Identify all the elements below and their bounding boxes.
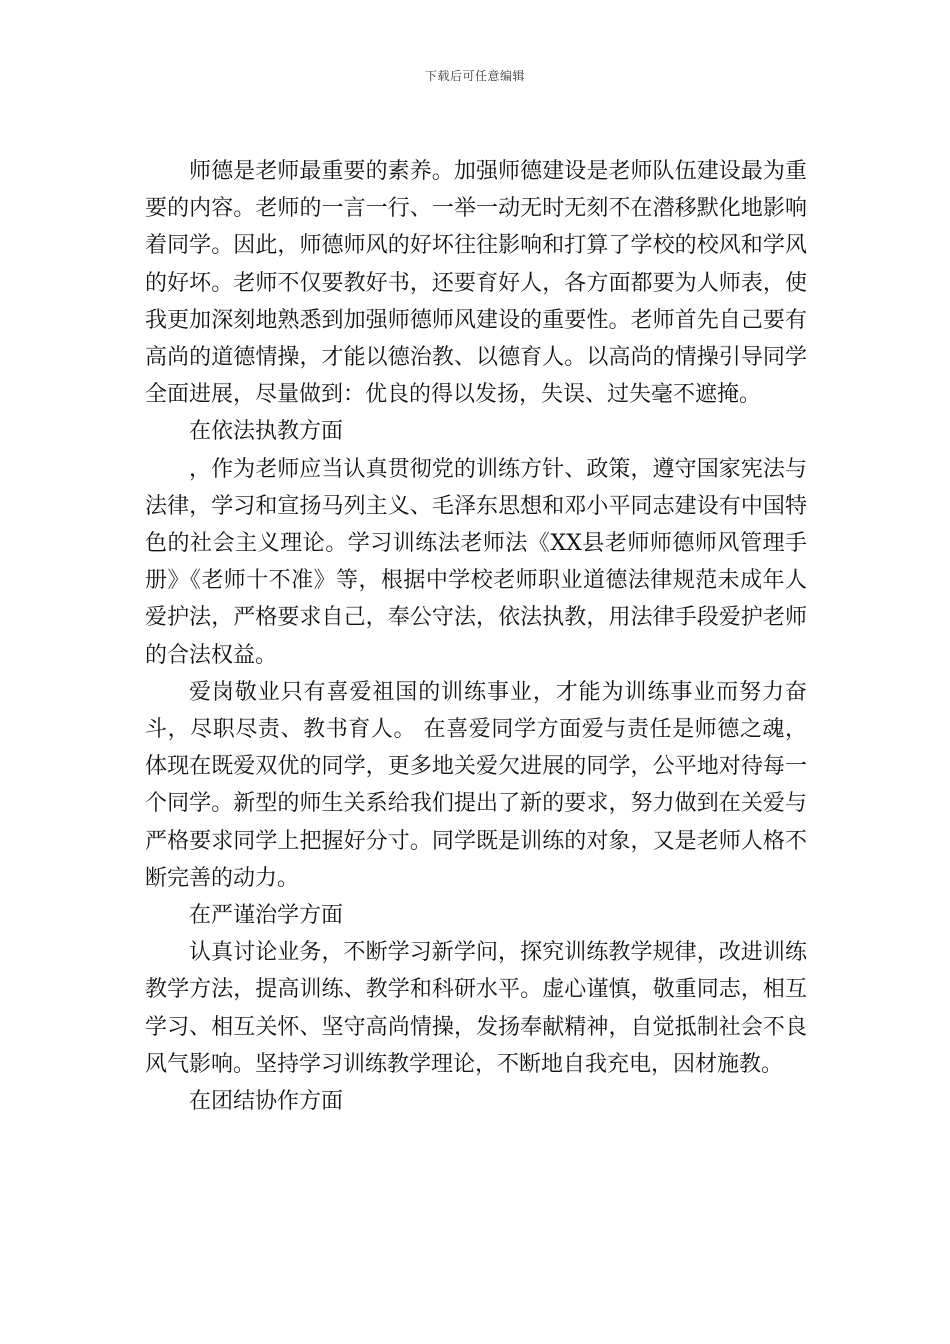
- header-note: 下载后可任意编辑: [424, 69, 525, 83]
- section-heading-law: 在依法执教方面: [189, 419, 344, 445]
- section-heading-teamwork: 在团结协作方面: [189, 1089, 344, 1115]
- paragraph-scholarship: 认真讨论业务，不断学习新学问，探究训练教学规律，改进训练教学方法，提高训练、教学和科研水平。虚心谨慎，敬重同志，相互学习、相互关怀、坚守高尚情操，发扬奉献精神，自觉抵制社会不良风气影响。坚持学习训练教学理论，不断地自我充电，因材施教。: [145, 940, 807, 1077]
- paragraph-law: ，作为老师应当认真贯彻党的训练方针、政策，遵守国家宪法与法律，学习和宣扬马列主义、毛泽东思想和邓小平同志建设有中国特色的社会主义理论。学习训练法老师法《XX县老师师德师风管理手册》《老师十不准》等，根据中学校老师职业道德法律规范未成年人爱护法，严格要求自己，奉公守法，依法执教，用法律手段爱护老师的合法权益。: [145, 456, 807, 668]
- document-body: [145, 153, 807, 1120]
- section-heading-scholarship: 在严谨治学方面: [189, 903, 344, 929]
- paragraph-dedication: 爱岗敬业只有喜爱祖国的训练事业，才能为训练事业而努力奋斗，尽职尽责、教书育人。 在喜爱同学方面爱与责任是师德之魂，体现在既爱双优的同学，更多地关爱欠进展的同学，公平地对待每一个同学。新型的师生关系给我们提出了新的要求，努力做到在关爱与严格要求同学上把握好分寸。同学既是训练的对象，又是老师人格不断完善的动力。: [145, 679, 807, 891]
- paragraph-teacher-ethics: 师德是老师最重要的素养。加强师德建设是老师队伍建设最为重要的内容。老师的一言一行、一举一动无时无刻不在潜移默化地影响着同学。因此，师德师风的好坏往往影响和打算了学校的校风和学风的好坏。老师不仅要教好书，还要育好人，各方面都要为人师表，使我更加深刻地熟悉到加强师德师风建设的重要性。老师首先自己要有高尚的道德情操，才能以德治教、以德育人。以高尚的情操引导同学全面进展，尽量做到：优良的得以发扬，失误、过失毫不遮掩。: [145, 159, 807, 408]
